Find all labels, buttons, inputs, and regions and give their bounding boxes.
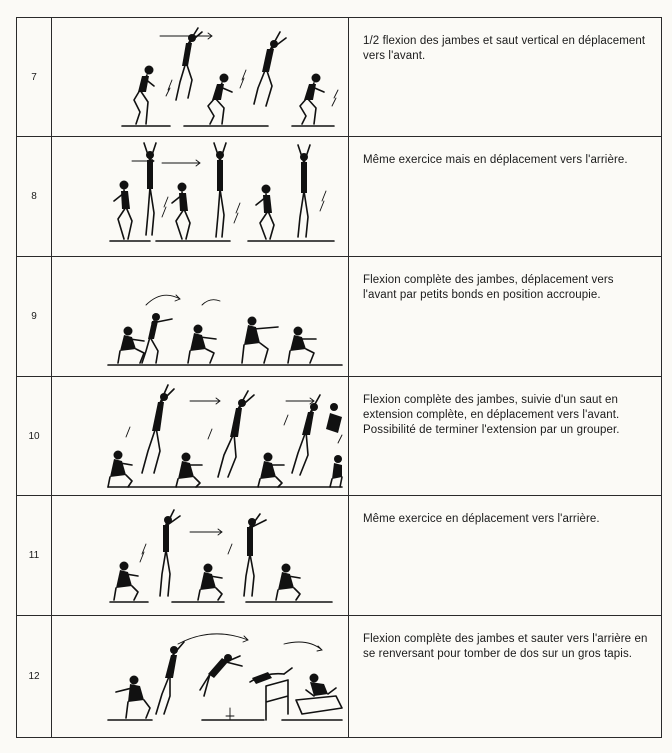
gymnast-drawing [52, 18, 348, 135]
exercise-row-10 [17, 377, 662, 496]
exercise-illustration-9 [52, 257, 349, 377]
exercise-illustration-12 [52, 616, 349, 738]
exercise-description-9 [349, 257, 662, 377]
description-text: Même exercice mais en déplacement vers l'arrière. [363, 154, 628, 166]
gymnast-drawing [52, 137, 348, 255]
description-text: Flexion complète des jambes, déplacement vers l'avant par petits bonds en position accroupie. [363, 274, 614, 301]
exercise-illustration-7 [52, 18, 349, 137]
exercise-description-11 [349, 496, 662, 616]
exercise-description-12 [349, 616, 662, 738]
exercise-row-8 [17, 137, 662, 257]
exercise-number: 10 [17, 377, 52, 496]
exercise-illustration-10 [52, 377, 349, 496]
exercise-number: 7 [17, 18, 52, 137]
gymnast-drawing [52, 616, 348, 736]
description-text: Même exercice en déplacement vers l'arrière. [363, 513, 600, 525]
exercise-description-8 [349, 137, 662, 257]
exercise-number: 8 [17, 137, 52, 257]
exercise-number: 11 [17, 496, 52, 616]
exercise-table [16, 17, 662, 738]
description-text: Flexion complète des jambes et sauter vers l'arrière en se renversant pour tomber de dos sur un gros tapis. [363, 633, 648, 660]
description-text: 1/2 flexion des jambes et saut vertical en déplacement vers l'avant. [363, 35, 646, 62]
gymnast-drawing [52, 496, 348, 614]
exercise-row-9 [17, 257, 662, 377]
exercise-number: 12 [17, 616, 52, 738]
exercise-row-7 [17, 18, 662, 137]
gymnast-drawing [52, 257, 348, 375]
exercise-illustration-8 [52, 137, 349, 257]
gymnast-drawing [52, 377, 348, 494]
description-text: Flexion complète des jambes, suivie d'un saut en extension complète, en déplacement vers l'avant. Possibilité de terminer l'extension par un grouper. [363, 394, 620, 436]
exercise-description-10 [349, 377, 662, 496]
exercise-row-12 [17, 616, 662, 738]
exercise-number: 9 [17, 257, 52, 377]
exercise-description-7 [349, 18, 662, 137]
exercise-illustration-11 [52, 496, 349, 616]
exercise-row-11 [17, 496, 662, 616]
